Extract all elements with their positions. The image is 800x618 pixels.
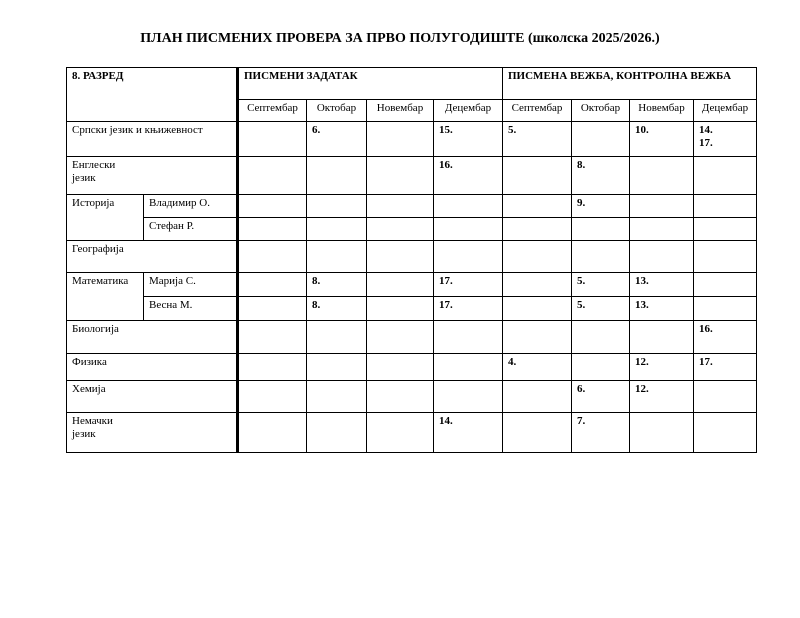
written-tests-table (66, 67, 757, 453)
table-cell (367, 413, 434, 453)
table-cell (572, 241, 630, 273)
table-cell: 5. (572, 273, 630, 297)
table-cell: 17. (434, 273, 503, 297)
table-cell: 5. (572, 297, 630, 321)
table-cell: 8. (572, 157, 630, 195)
table-cell (238, 122, 307, 157)
table-cell (694, 122, 757, 157)
table-cell: 8. (307, 297, 367, 321)
table-cell (630, 321, 694, 354)
subject-name: Физика (67, 354, 238, 381)
table-cell (367, 122, 434, 157)
table-cell (367, 218, 434, 241)
month-header: Новембар (367, 100, 434, 122)
table-cell (238, 413, 307, 453)
table-cell (503, 413, 572, 453)
table-cell (694, 241, 757, 273)
table-cell (238, 195, 307, 218)
table-cell (503, 157, 572, 195)
table-cell (238, 241, 307, 273)
table-cell (630, 241, 694, 273)
table-cell (367, 157, 434, 195)
month-header: Децембар (694, 100, 757, 122)
table-cell: 15. (434, 122, 503, 157)
table-cell: 17. (434, 297, 503, 321)
table-cell (503, 297, 572, 321)
table-cell (367, 354, 434, 381)
table-cell (367, 195, 434, 218)
class-label: 8. РАЗРЕД (67, 68, 238, 122)
header-row (67, 68, 757, 100)
subject-line: Енглески (72, 159, 116, 171)
table-cell (367, 297, 434, 321)
table-row (67, 297, 757, 321)
subject-name: Математика (67, 273, 144, 321)
table-row (67, 413, 757, 453)
table-cell (503, 195, 572, 218)
cell-value: 17. (699, 137, 713, 149)
table-cell (503, 321, 572, 354)
cell-value: 14. (699, 124, 713, 136)
month-header: Септембар (503, 100, 572, 122)
table-cell (307, 218, 367, 241)
table-row (67, 381, 757, 413)
table-cell (307, 354, 367, 381)
table-cell: 12. (630, 354, 694, 381)
table-cell (238, 321, 307, 354)
table-cell (238, 273, 307, 297)
month-header: Децембар (434, 100, 503, 122)
table-cell (238, 354, 307, 381)
table-cell: 13. (630, 297, 694, 321)
subject-name: Хемија (67, 381, 238, 413)
subject-name (67, 157, 238, 195)
table-cell (367, 273, 434, 297)
table-row (67, 122, 757, 157)
table-cell: 17. (694, 354, 757, 381)
table-cell (572, 122, 630, 157)
teacher-name: Весна М. (144, 297, 238, 321)
table-cell (572, 354, 630, 381)
subject-name: Српски језик и књижевност (67, 122, 238, 157)
subject-name (67, 413, 238, 453)
table-cell (572, 321, 630, 354)
table-cell (434, 381, 503, 413)
table-cell (238, 218, 307, 241)
table-cell (307, 413, 367, 453)
table-cell: 4. (503, 354, 572, 381)
table-cell: 16. (694, 321, 757, 354)
table-cell: 6. (307, 122, 367, 157)
group-header-written-test: ПИСМЕНИ ЗАДАТАК (238, 68, 503, 100)
table-row (67, 321, 757, 354)
table-row (67, 195, 757, 218)
month-header: Септембар (238, 100, 307, 122)
table-cell (367, 321, 434, 354)
table-cell (694, 157, 757, 195)
table-cell (238, 381, 307, 413)
table-cell (434, 241, 503, 273)
table-cell: 16. (434, 157, 503, 195)
month-header: Октобар (572, 100, 630, 122)
table-cell (367, 381, 434, 413)
table-cell (367, 241, 434, 273)
table-cell: 14. (434, 413, 503, 453)
subject-name: Географија (67, 241, 238, 273)
table-cell: 9. (572, 195, 630, 218)
subject-line: Немачки (72, 415, 113, 427)
table-cell (630, 413, 694, 453)
table-cell (434, 195, 503, 218)
table-cell: 13. (630, 273, 694, 297)
table-cell (503, 273, 572, 297)
table-cell (694, 297, 757, 321)
table-cell (503, 241, 572, 273)
table-cell (503, 218, 572, 241)
table-cell (572, 218, 630, 241)
month-header: Октобар (307, 100, 367, 122)
table-cell (307, 241, 367, 273)
teacher-name: Стефан Р. (144, 218, 238, 241)
table-cell (434, 218, 503, 241)
table-row (67, 218, 757, 241)
subject-line: језик (72, 428, 96, 440)
table-cell (307, 157, 367, 195)
group-header-written-exercise: ПИСМЕНА ВЕЖБА, КОНТРОЛНА ВЕЖБА (503, 68, 757, 100)
table-cell (694, 195, 757, 218)
table-cell (238, 297, 307, 321)
table-cell: 7. (572, 413, 630, 453)
table-cell (694, 273, 757, 297)
table-cell: 8. (307, 273, 367, 297)
teacher-name: Владимир О. (144, 195, 238, 218)
table-cell (307, 381, 367, 413)
table-row (67, 354, 757, 381)
teacher-name: Марија С. (144, 273, 238, 297)
table-row (67, 157, 757, 195)
table-cell (503, 381, 572, 413)
table-row (67, 273, 757, 297)
table-cell: 12. (630, 381, 694, 413)
table-cell (630, 195, 694, 218)
table-cell (434, 321, 503, 354)
table-cell (694, 381, 757, 413)
table-row (67, 241, 757, 273)
table-cell: 10. (630, 122, 694, 157)
table-cell: 6. (572, 381, 630, 413)
subject-line: језик (72, 172, 96, 184)
table-cell (434, 354, 503, 381)
subject-name: Биологија (67, 321, 238, 354)
page-title: ПЛАН ПИСМЕНИХ ПРОВЕРА ЗА ПРВО ПОЛУГОДИШТЕ (школска 2025/2026.) (140, 31, 660, 46)
subject-name: Историја (67, 195, 144, 241)
table-cell (694, 413, 757, 453)
table-cell (238, 157, 307, 195)
table-cell (307, 195, 367, 218)
table-cell (307, 321, 367, 354)
month-header: Новембар (630, 100, 694, 122)
table-cell: 5. (503, 122, 572, 157)
table-cell (630, 157, 694, 195)
table-cell (630, 218, 694, 241)
table-cell (694, 218, 757, 241)
